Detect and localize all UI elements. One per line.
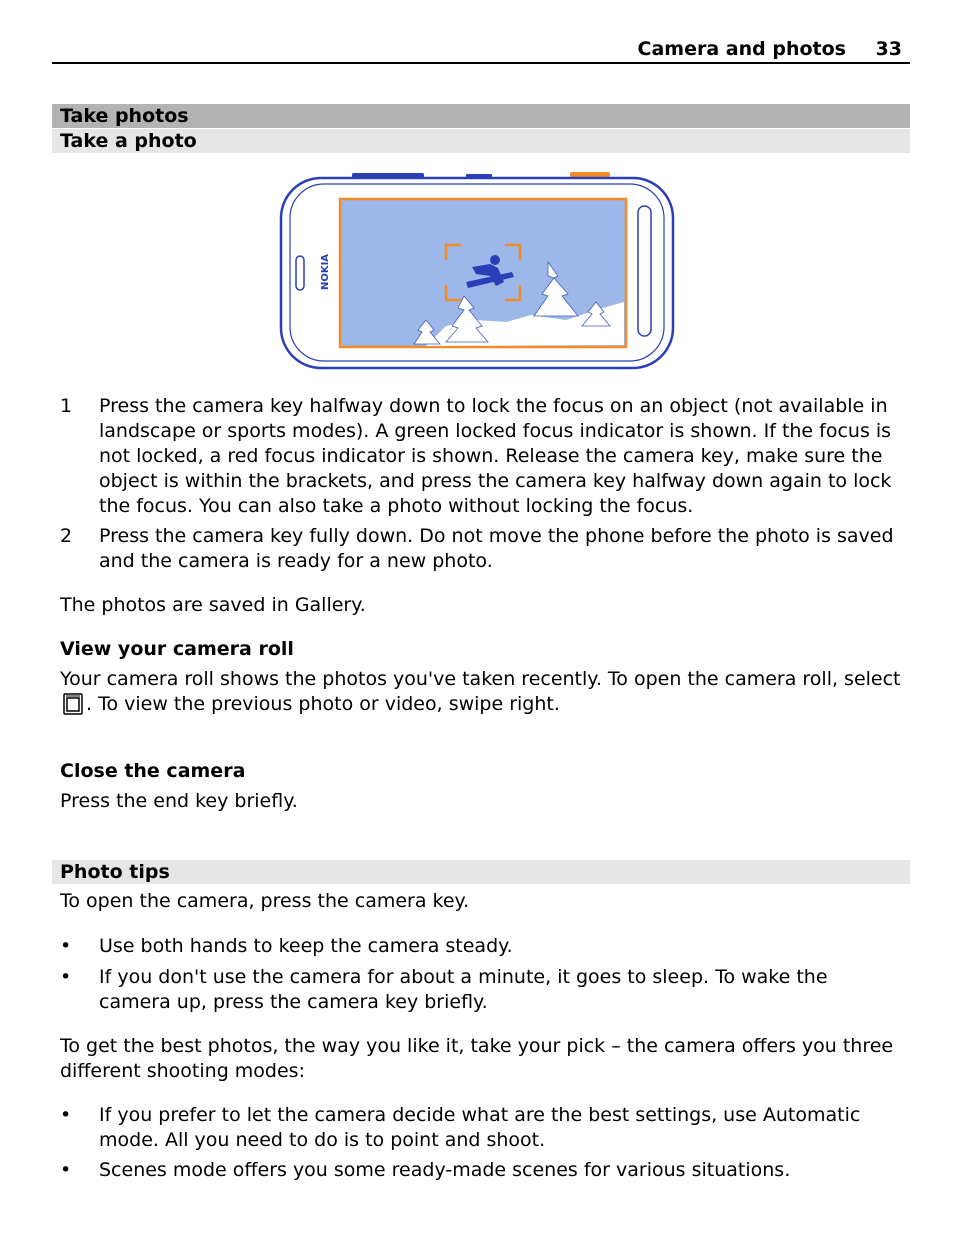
- bullet-icon: •: [60, 935, 72, 957]
- tip-bullet-text: If you don't use the camera for about a minute, it goes to sleep. To wake the camera up, press the camera key briefly.: [99, 966, 828, 1013]
- step-text: Press the camera key fully down. Do not move the phone before the photo is saved and the camera is ready for a new photo.: [99, 525, 894, 572]
- mode-bullet-text: If you prefer to let the camera decide what are the best settings, use Automatic mode. All you need to do is to point and shoot.: [99, 1104, 861, 1151]
- camera-roll-icon: [62, 693, 84, 715]
- camera-roll-paragraph: [60, 667, 905, 717]
- shooting-modes-intro: To get the best photos, the way you like it, take your pick – the camera offers you three different shooting modes:: [60, 1035, 894, 1082]
- page-header: [52, 36, 910, 64]
- section-heading-photo-tips: Photo tips: [52, 860, 910, 884]
- photo-tips-intro: To open the camera, press the camera key.: [60, 890, 470, 912]
- bullet-icon: •: [60, 966, 72, 988]
- close-camera-heading: Close the camera: [60, 760, 246, 782]
- mode-bullet-text: Scenes mode offers you some ready-made scenes for various situations.: [99, 1159, 791, 1181]
- camera-roll-heading: View your camera roll: [60, 638, 294, 660]
- lock-key-icon: [466, 174, 492, 177]
- phone-camera-illustration: [276, 170, 680, 374]
- header-section-title: Camera and photos: [637, 38, 846, 60]
- brand-logo: NOKIA: [320, 253, 331, 291]
- step-number: 1: [60, 395, 73, 417]
- camera-roll-text: Your camera roll shows the photos you've taken recently. To open the camera roll, select: [60, 668, 901, 690]
- saved-note: The photos are saved in Gallery.: [60, 594, 366, 616]
- close-camera-text: Press the end key briefly.: [60, 790, 298, 812]
- camera-key-icon: [570, 172, 610, 177]
- step-text: Press the camera key halfway down to lock the focus on an object (not available in landscape or sports modes). A green locked focus indicator is shown. If the focus is not locked, a red focus indicator is shown. Release the camera key, make sure the object is within the brackets, and press the camera key halfway down again to lock the focus. You can also take a photo without locking the focus.: [99, 395, 892, 517]
- step-number: 2: [60, 525, 73, 547]
- section-heading-take-photos: Take photos: [52, 104, 910, 128]
- page-number: 33: [875, 38, 902, 60]
- subsection-heading-take-a-photo: Take a photo: [52, 129, 910, 153]
- tip-bullet-text: Use both hands to keep the camera steady.: [99, 935, 513, 957]
- camera-roll-text-end: . To view the previous photo or video, swipe right.: [86, 693, 560, 715]
- bullet-icon: •: [60, 1104, 72, 1126]
- bullet-icon: •: [60, 1159, 72, 1181]
